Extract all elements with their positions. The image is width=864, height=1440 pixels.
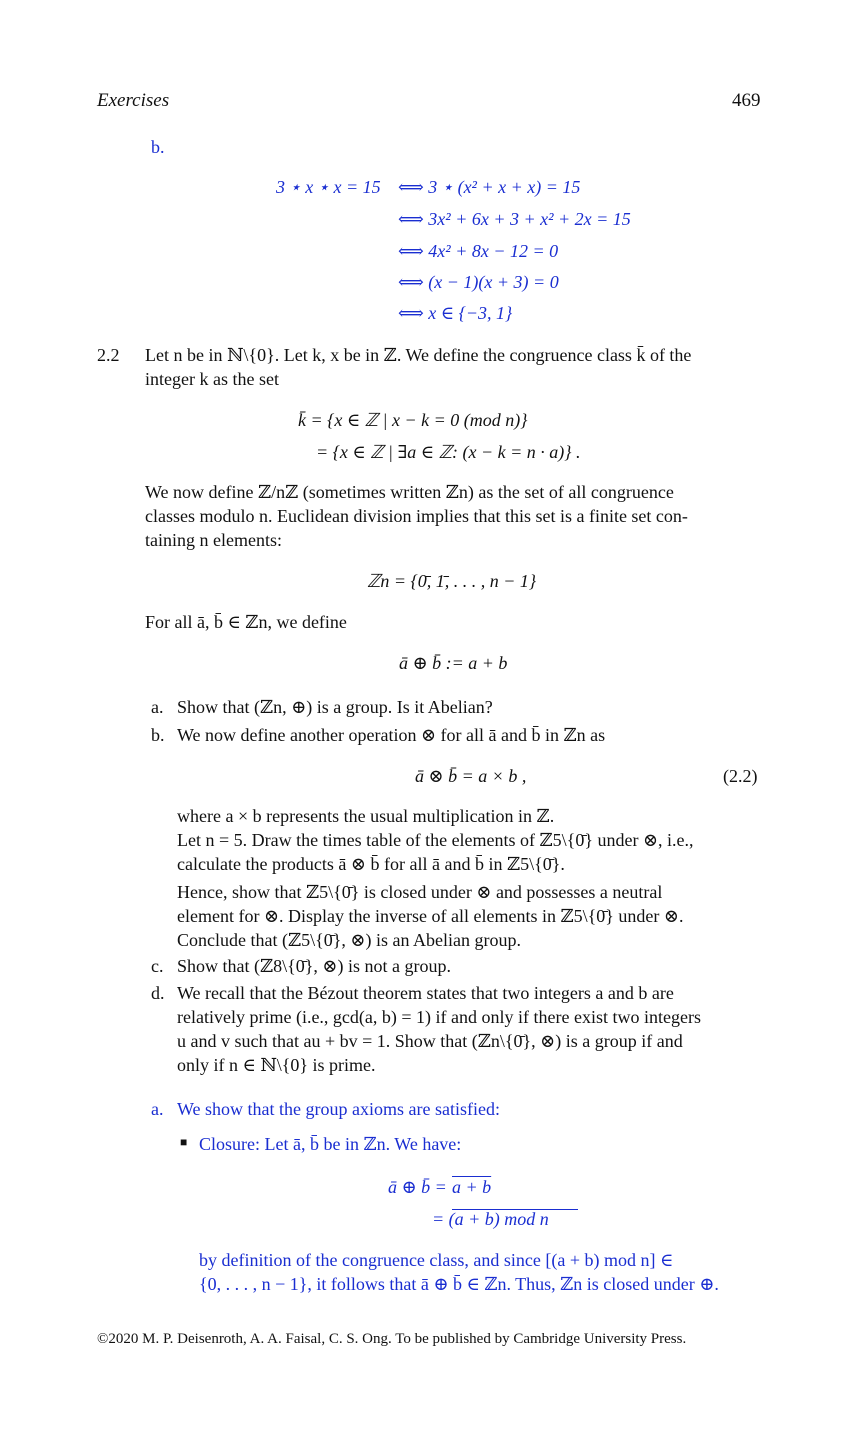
part-b-line-1: We now define another operation ⊗ for all ā and b̄ in ℤn as [177,725,606,745]
closure-text-line-2: {0, . . . , n − 1}, it follows that ā ⊕ b̄ ∈ ℤn. Thus, ℤn is closed under ⊕. [199,1274,719,1294]
part-d-line-2: relatively prime (i.e., gcd(a, b) = 1) if and only if there exist two integers [177,1007,701,1027]
exercise-number: 2.2 [97,345,120,365]
part-b-label: b. [151,725,165,745]
bullet-marker: ■ [180,1135,188,1149]
zn-set-equation: ℤn = {0̄, 1̄, . . . , n − 1} [367,571,537,591]
part-b-line-5: Hence, show that ℤ5\{0̄} is closed under ⊗ and possesses a neutral [177,882,663,902]
prev-solution-step-5: ⟺ x ∈ {−3, 1} [398,303,513,323]
paragraph-2-line-1: We now define ℤ/nℤ (sometimes written ℤn) as the set of all congruence [145,482,674,502]
closure-eq-1-lhs: ā ⊕ b̄ = [388,1177,447,1197]
part-b-line-6: element for ⊗. Display the inverse of all elements in ℤ5\{0̄} under ⊗. [177,906,684,926]
part-b-line-3: Let n = 5. Draw the times table of the elements of ℤ5\{0̄} under ⊗, i.e., [177,830,694,850]
closure-text-line-1: by definition of the congruence class, and since [(a + b) mod n] ∈ [199,1250,674,1270]
part-d-line-4: only if n ∈ ℕ\{0} is prime. [177,1055,376,1075]
closure-eq-2: = (a + b) mod n [432,1209,549,1229]
congruence-def-line-1: k̄ = {x ∈ ℤ | x − k = 0 (mod n)} [298,410,528,430]
copyright-footer: ©2020 M. P. Deisenroth, A. A. Faisal, C. S. Ong. To be published by Cambridge University Press. [97,1331,687,1347]
exercise-intro-line-1: Let n be in ℕ\{0}. Let k, x be in ℤ. We define the congruence class k̄ of the [145,345,692,365]
prev-solution-eq-lhs: 3 ⋆ x ⋆ x = 15 [276,177,381,197]
part-a-text: Show that (ℤn, ⊕) is a group. Is it Abelian? [177,697,493,717]
prev-solution-step-1: ⟺ 3 ⋆ (x² + x + x) = 15 [398,177,581,197]
part-c-text: Show that (ℤ8\{0̄}, ⊗) is not a group. [177,956,451,976]
closure-line: Closure: Let ā, b̄ be in ℤn. We have: [199,1134,462,1154]
forall-line: For all ā, b̄ ∈ ℤn, we define [145,612,347,632]
part-b-line-4: calculate the products ā ⊗ b̄ for all ā and b̄ in ℤ5\{0̄}. [177,854,565,874]
solution-label: a. [151,1099,164,1119]
prev-solution-step-3: ⟺ 4x² + 8x − 12 = 0 [398,241,559,261]
page-number: 469 [732,90,761,111]
oplus-definition: ā ⊕ b̄ := a + b [399,653,508,673]
paragraph-2-line-2: classes modulo n. Euclidean division implies that this set is a finite set con- [145,506,688,526]
prev-solution-label: b. [151,137,165,157]
otimes-definition: ā ⊗ b̄ = a × b , [415,766,527,786]
part-d-label: d. [151,983,165,1003]
equation-number: (2.2) [723,766,758,786]
running-header-section: Exercises [97,90,170,111]
prev-solution-step-4: ⟺ (x − 1)(x + 3) = 0 [398,272,559,292]
exercise-intro-line-2: integer k as the set [145,369,279,389]
part-a-label: a. [151,697,164,717]
part-b-line-7: Conclude that (ℤ5\{0̄}, ⊗) is an Abelian group. [177,930,521,950]
part-b-line-2: where a × b represents the usual multiplication in ℤ. [177,806,555,826]
part-d-line-1: We recall that the Bézout theorem states that two integers a and b are [177,983,674,1003]
paragraph-2-line-3: taining n elements: [145,530,282,550]
closure-eq-1-rhs: a + b [452,1177,492,1197]
part-d-line-3: u and v such that au + bv = 1. Show that (ℤn\{0̄}, ⊗) is a group if and [177,1031,683,1051]
part-c-label: c. [151,956,164,976]
solution-intro: We show that the group axioms are satisfied: [177,1099,500,1119]
congruence-def-line-2: = {x ∈ ℤ | ∃a ∈ ℤ: (x − k = n · a)} . [316,442,581,462]
prev-solution-step-2: ⟺ 3x² + 6x + 3 + x² + 2x = 15 [398,209,631,229]
overline-bar [452,1209,578,1210]
